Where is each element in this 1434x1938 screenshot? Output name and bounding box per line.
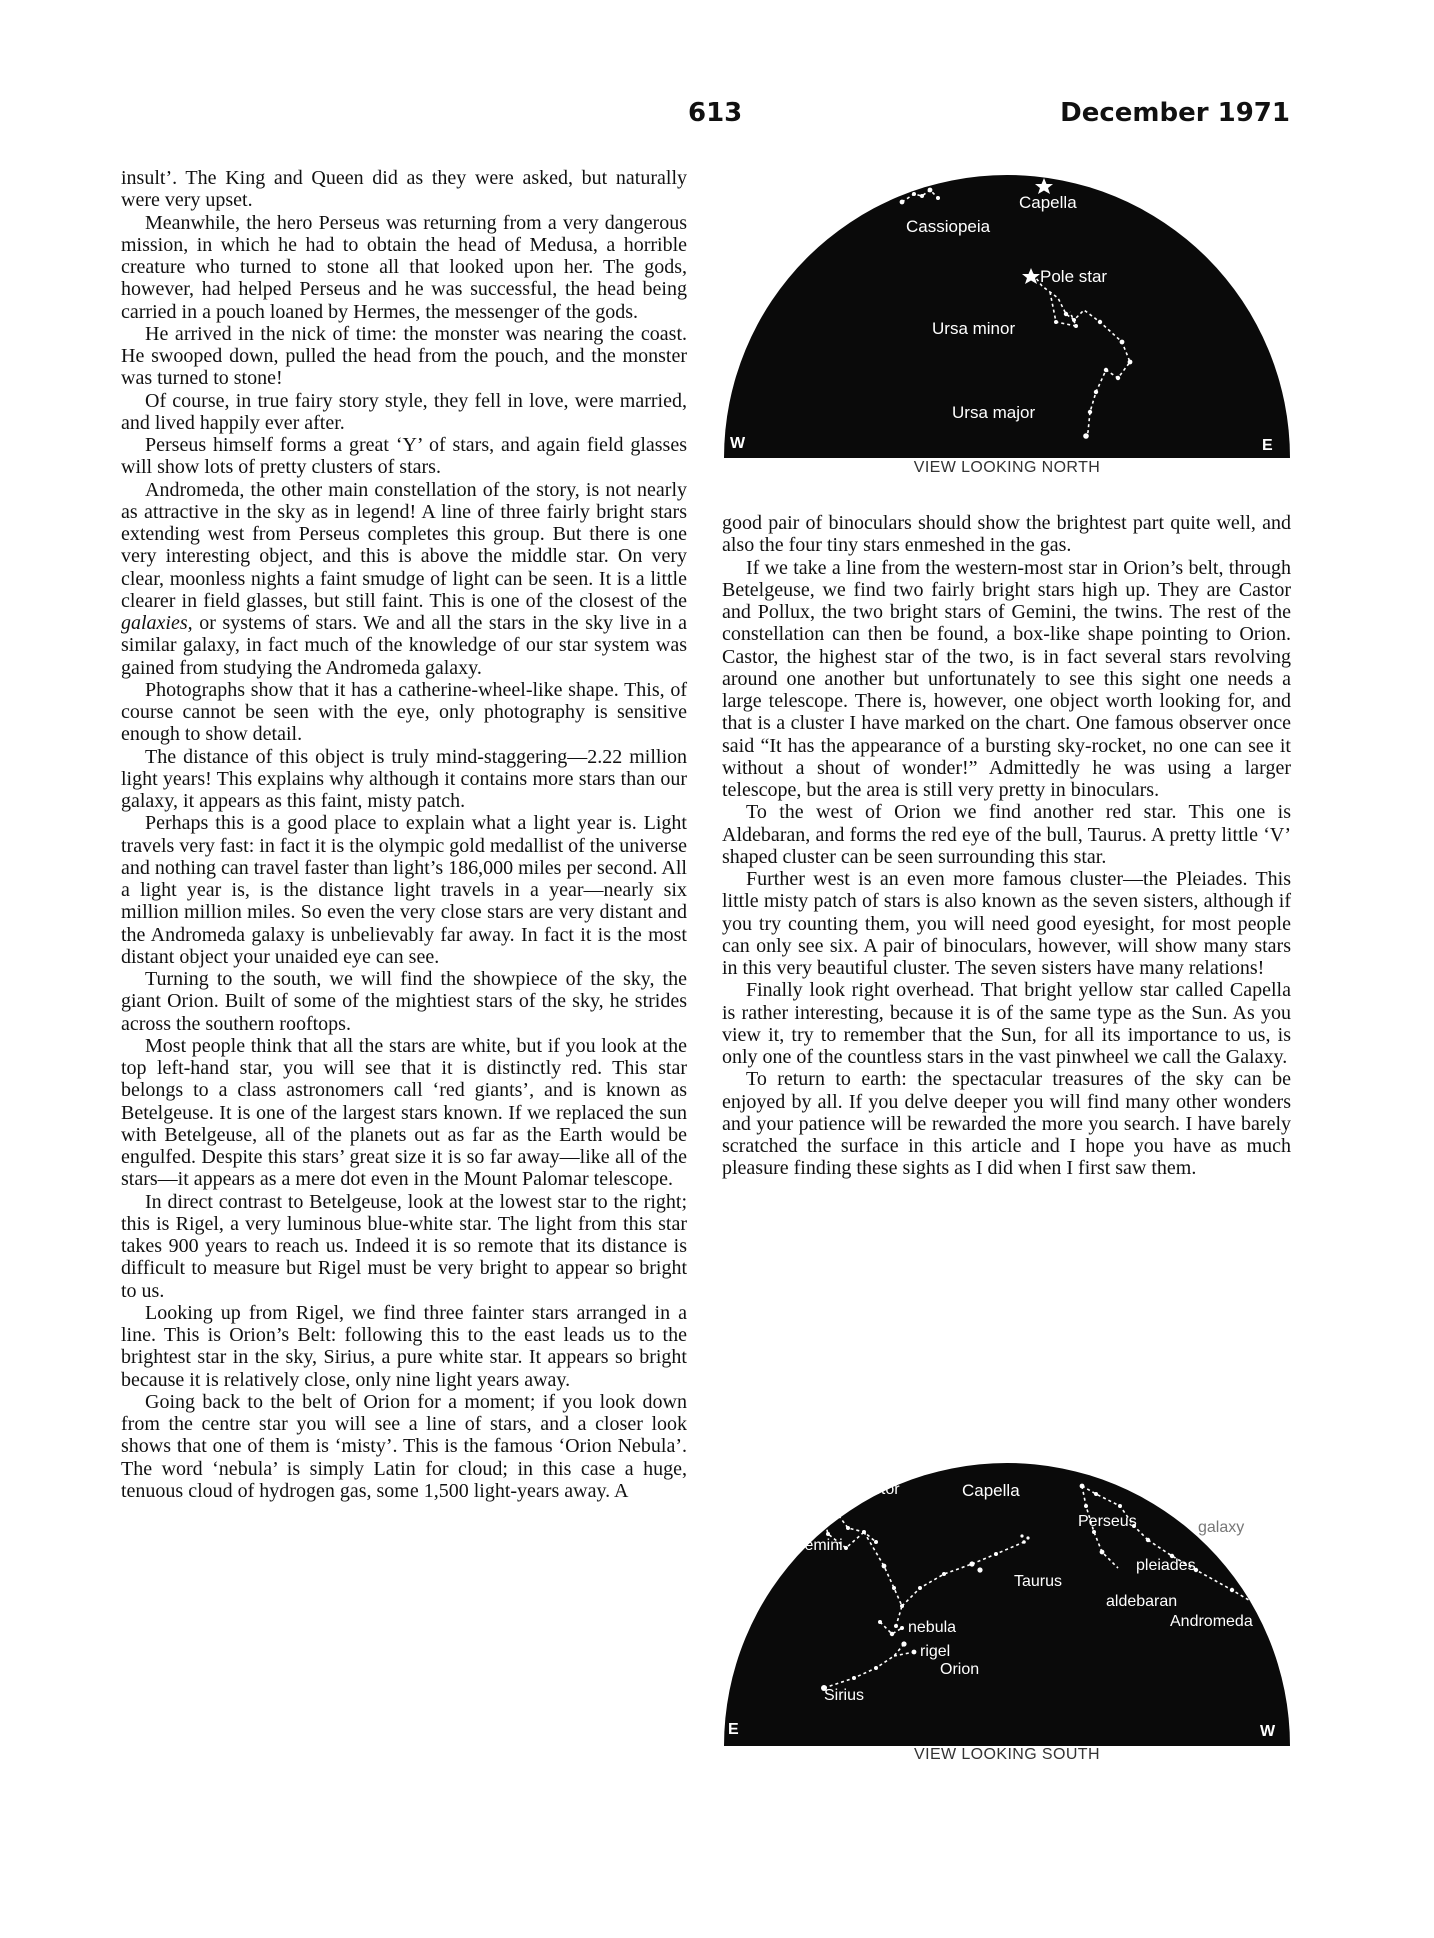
south-chart-caption: VIEW LOOKING SOUTH — [914, 1746, 1100, 1763]
left-column — [121, 167, 687, 1777]
paragraph: He arrived in the nick of time: the monster was nearing the coast. He swooped down, pulled the head from the pouch, and the monster was turned to stone! — [121, 322, 687, 390]
paragraph: The distance of this object is truly mind-staggering—2.22 million light years! This explains why although it contains more stars than our galaxy, it appears as this faint, misty patch. — [121, 745, 687, 812]
label-capella: Capella — [962, 1481, 1020, 1500]
paragraph: Finally look right overhead. That bright yellow star called Capella is rather interesting, because it is of the same type as the Sun. As you view it, try to remember that the Sun, for all its importance to us, is only one of the countless stars in the vast pinwheel we call the Galaxy. — [722, 979, 1291, 1068]
north-chart-caption: VIEW LOOKING NORTH — [913, 459, 1101, 476]
label-orion: Orion — [940, 1661, 980, 1678]
paragraph: Further west is an even more famous cluster—the Pleiades. This little misty patch of stars is also known as the seven sisters, although if you try counting them, you will need good eyesight, for most people can only see six. A pair of binoculars, however, will show many stars in this very beautiful cluster. The seven sisters have many relations! — [722, 868, 1291, 979]
label-nebula: nebula — [908, 1619, 957, 1636]
label-pollux: pollux — [782, 1509, 824, 1526]
paragraph — [121, 479, 687, 679]
label-ursa-major: Ursa major — [952, 403, 1036, 422]
paragraph: Perhaps this is a good place to explain what a light year is. Light travels very fast: in fact it is the olympic gold medallist of the universe and nothing can travel faster than light’s 186,000 miles per second. All a light year is, is the distance light travels in a year—nearly six million million miles. So even the very close stars are very distant and the Andromeda galaxy is unbelievably far away. In fact it is the most distant object your unaided eye can see. — [121, 812, 687, 968]
paragraph: good pair of binoculars should show the brightest part quite well, and also the four tiny stars enmeshed in the gas. — [722, 512, 1291, 557]
right-column — [722, 512, 1291, 1427]
label-pole-star: Pole star — [1040, 267, 1108, 286]
label-ursa-minor: Ursa minor — [932, 319, 1016, 338]
paragraph: insult’. The King and Queen did as they were asked, but naturally were very upset. — [121, 167, 687, 212]
paragraph: Photographs show that it has a catherine-wheel-like shape. This, of course cannot be seen with the eye, only photography is sensitive enough to show detail. — [121, 678, 687, 746]
paragraph: Looking up from Rigel, we find three fainter stars arranged in a line. This is Orion’s Belt: following this to the east leads us to the brightest star in the sky, Sirius, a pure white star. It appears so bright because it is relatively close, only nine light years away. — [121, 1301, 687, 1391]
text-run: Andromeda, the other main constellation of the story, is not nearly as attractive in the sky as in legend! A line of three fairly bright stars extending west from Perseus completes this group. But there is one very interesting object, and this is above the middle star. On very clear, moonless nights a faint smudge of light can be seen. It is a little clearer in field glasses, but still faint. This is one of the closest of the — [121, 478, 687, 612]
label-taurus: Taurus — [1014, 1573, 1063, 1590]
paragraph: Most people think that all the stars are white, but if you look at the top left-hand star, you will see that it is distinctly red. This star belongs to a class astronomers call ‘red giants’, and is known as Betelgeuse. It is one of the largest stars known. If we replaced the sun with Betelgeuse, all of the planets out as far as the Earth would be engulfed. Despite this stars’ great size it is so far away—like all of the stars—it appears as a mere dot even in the Mount Palomar telescope. — [121, 1034, 687, 1191]
paragraph: To the west of Orion we find another red star. This one is Aldebaran, and forms the red eye of the bull, Taurus. A pretty little ‘V’ shaped cluster can be seen surrounding this star. — [722, 801, 1291, 868]
label-andromeda: Andromeda — [1170, 1613, 1253, 1630]
label-castor: castor — [856, 1481, 900, 1498]
label-perseus: Perseus — [1078, 1513, 1137, 1530]
emphasis-galaxies: galaxies, — [121, 612, 193, 634]
label-capella: Capella — [1019, 193, 1077, 212]
label-pleiades: pleiades — [1136, 1557, 1196, 1574]
compass-west: W — [730, 435, 746, 452]
compass-east: E — [1262, 437, 1273, 454]
label-gemini: Gemini — [792, 1537, 843, 1554]
issue-date: December 1971 — [1060, 98, 1290, 128]
paragraph: Of course, in true fairy story style, they fell in love, were married, and lived happily ever after. — [121, 389, 687, 434]
north-sky-svg — [724, 174, 1290, 459]
text-run: or systems of stars. We and all the stars in the sky live in a similar galaxy, in fact much of the knowledge of our star system was gained from studying the Andromeda galaxy. — [121, 612, 687, 679]
label-rigel: rigel — [920, 1643, 951, 1660]
paragraph: Turning to the south, we will find the showpiece of the sky, the giant Orion. Built of some of the mightiest stars of the sky, he strides across the southern rooftops. — [121, 968, 687, 1035]
sky-dome — [724, 1463, 1290, 1746]
paragraph: Perseus himself forms a great ‘Y’ of stars, and again field glasses will show lots of pretty clusters of stars. — [121, 434, 687, 479]
label-cassiopeia: Cassiopeia — [906, 217, 991, 236]
south-sky-chart — [724, 1456, 1290, 1770]
paragraph: In direct contrast to Betelgeuse, look at the lowest star to the right; this is Rigel, a very luminous blue-white star. The light from this star takes 900 years to reach us. Indeed it is so remote that its distance is difficult to measure but Rigel must be very bright to appear so bright to us. — [121, 1190, 687, 1302]
north-sky-chart — [724, 174, 1290, 482]
page-number: 613 — [688, 98, 743, 128]
paragraph: If we take a line from the western-most star in Orion’s belt, through Betelgeuse, we find two fairly bright stars high up. They are Castor and Pollux, the two bright stars of Gemini, the twins. The rest of the constellation can then be found, a box-like shape pointing to Orion. Castor, the highest star of the two, is in fact several stars revolving around one another but unfortunately to see this sight one needs a large telescope. There is, however, one object worth looking for, and that is a cluster I have marked on the chart. One famous observer once said “It has the appearance of a bursting sky-rocket, no one can see it without a shout of wonder!” Admittedly he was using a larger telescope, but the area is still very pretty in binoculars. — [722, 556, 1291, 801]
page-header — [0, 98, 1434, 138]
label-sirius: Sirius — [824, 1687, 865, 1704]
paragraph: Going back to the belt of Orion for a moment; if you look down from the centre star you will see a line of stars, and a closer look shows that one of them is ‘misty’. This is the famous ‘Orion Nebula’. The word ‘nebula’ is simply Latin for cloud; in this case a huge, tenuous cloud of hydrogen gas, some 1,500 light-years away. A — [121, 1390, 687, 1502]
label-galaxy: galaxy — [1198, 1519, 1245, 1536]
compass-west: W — [1260, 1723, 1276, 1740]
paragraph: To return to earth: the spectacular treasures of the sky can be enjoyed by all. If you delve deeper you will find many other wonders and your patience will be rewarded the more you search. I have barely scratched the surface in this article and I hope you have as much pleasure finding these sights as I did when I first saw them. — [722, 1068, 1291, 1180]
south-sky-svg — [724, 1456, 1290, 1746]
compass-east: E — [728, 1721, 739, 1738]
label-aldebaran: aldebaran — [1106, 1593, 1178, 1610]
paragraph: Meanwhile, the hero Perseus was returning from a very dangerous mission, in which he had to obtain the head of Medusa, a horrible creature who turned to stone all that looked upon her. The gods, however, had helped Perseus and he was successful, the head being carried in a pouch loaned by Hermes, the messenger of the gods. — [121, 211, 687, 323]
capella-star — [835, 1456, 853, 1472]
